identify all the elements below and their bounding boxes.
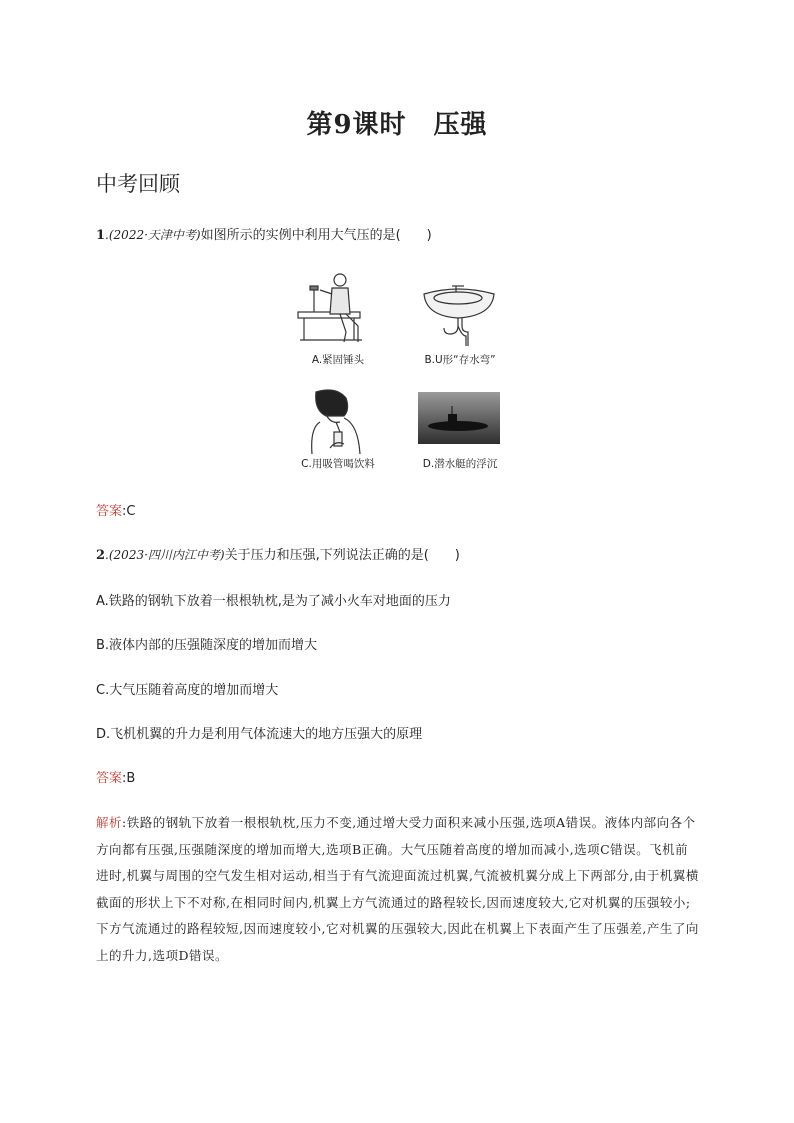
option-b: B.液体内部的压强随深度的增加而增大: [96, 638, 318, 653]
figure-submarine: [418, 392, 500, 444]
analysis: [96, 810, 700, 969]
answer-2-value: :B: [122, 771, 136, 786]
answer-2: [96, 767, 135, 786]
analysis-label: 解析: [96, 815, 123, 830]
question-1: [96, 226, 432, 245]
option-a-caption: A.紧固锤头: [311, 354, 365, 366]
question-1-text: 如图所示的实例中利用大气压的是( ): [200, 228, 432, 243]
option-a: A.铁路的钢轨下放着一根根轨枕,是为了减小火车对地面的压力: [96, 594, 451, 609]
answer-2-label: 答案: [96, 771, 123, 786]
option-b-caption: B.U形“存水弯”: [424, 354, 496, 366]
sink-illustration: [418, 280, 500, 346]
answer-1: [96, 500, 135, 519]
figure-hammer: [296, 272, 378, 346]
question-2-source: .(2023·四川内江中考): [105, 548, 225, 562]
submarine-illustration: [418, 392, 500, 444]
figure-straw: [300, 388, 382, 462]
question-2-number: 2: [96, 548, 106, 563]
hammer-illustration: [296, 272, 378, 346]
section-heading: 中考回顾: [96, 172, 180, 196]
option-d-caption: D.潜水艇的浮沉: [422, 458, 498, 470]
drinking-person-illustration: [300, 388, 382, 454]
answer-1-label: 答案: [96, 504, 123, 519]
question-1-source: .(2022·天津中考): [105, 228, 201, 242]
figure-sink: [418, 280, 500, 354]
question-2-text: 关于压力和压强,下列说法正确的是( ): [224, 548, 460, 563]
option-d: D.飞机机翼的升力是利用气体流速大的地方压强大的原理: [96, 727, 423, 742]
answer-1-value: :C: [122, 504, 136, 519]
option-c: C.大气压随着高度的增加而增大: [96, 683, 279, 698]
page-title: 第9课时 压强: [306, 110, 488, 140]
analysis-text: :铁路的钢轨下放着一根根轨枕,压力不变,通过增大受力面积来减小压强,选项A错误。液体内部向各个方向都有压强,压强随深度的增加而增大,选项B正确。大气压随着高度的增加而减小,选项C错误。飞机前进时,机翼与周围的空气发生相对运动,相当于有气流迎面流过机翼,气流被机翼分成上下两部分,由于机翼横截面的形状上下不对称,在相同时间内,机翼上方气流通过的路程较长,因而速度较大,它对机翼的压强较小;下方气流通过的路程较短,因而速度较小,它对机翼的压强较大,因此在机翼上下表面产生了压强差,产生了向上的升力,选项D错误。: [96, 815, 699, 963]
question-2: [96, 546, 460, 565]
option-c-caption: C.用吸管喝饮料: [301, 458, 375, 470]
question-1-number: 1: [96, 228, 106, 243]
